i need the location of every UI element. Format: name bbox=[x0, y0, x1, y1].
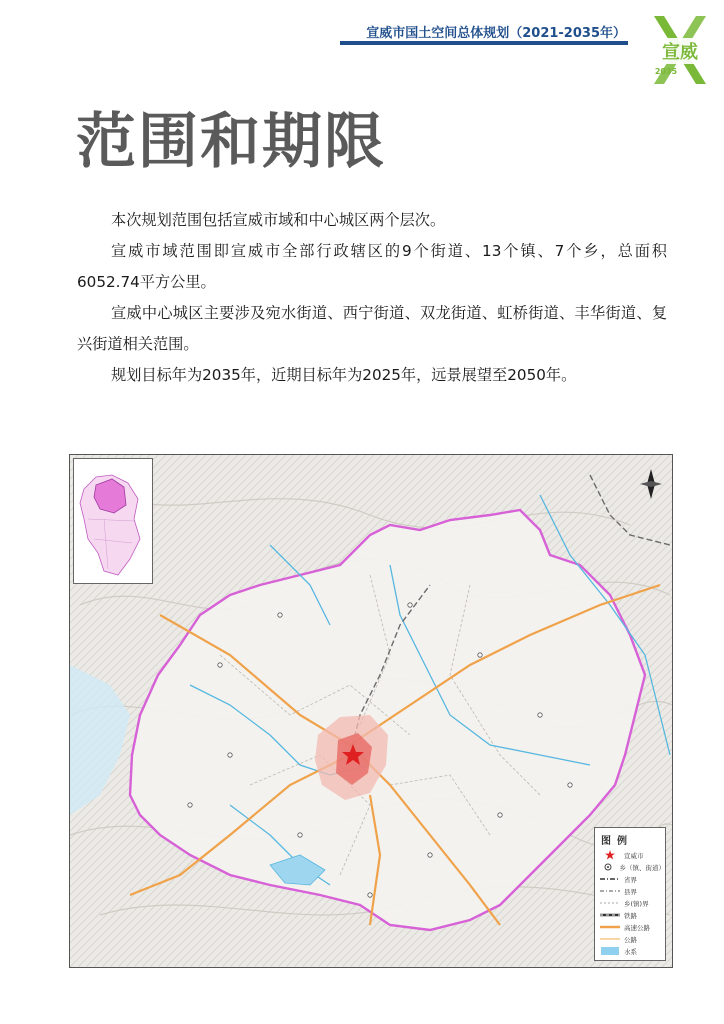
paragraph-scope: 本次规划范围包括宣威市域和中心城区两个层次。 bbox=[111, 211, 446, 229]
location-inset-map bbox=[73, 458, 153, 584]
logo-icon bbox=[646, 12, 714, 88]
legend-item: 县界 bbox=[595, 885, 665, 897]
province-boundary-icon bbox=[599, 874, 621, 884]
railway-icon bbox=[599, 910, 621, 920]
header-rule bbox=[340, 41, 628, 45]
legend-item: 铁路 bbox=[595, 909, 665, 921]
legend-item: 省界 bbox=[595, 873, 665, 885]
paragraph-central-district: 宣威中心城区主要涉及宛水街道、西宁街道、双龙街道、虹桥街道、丰华街道、复兴街道相关范围。 bbox=[77, 304, 667, 353]
legend-item: 高速公路 bbox=[595, 921, 665, 933]
header-title: 宣威市国土空间总体规划（2021-2035年） bbox=[366, 26, 626, 41]
highway-icon bbox=[599, 922, 621, 932]
legend-item: 公路 bbox=[595, 933, 665, 945]
planning-map bbox=[69, 454, 673, 968]
legend-item: 宣威市 bbox=[595, 849, 665, 861]
town-icon bbox=[599, 862, 617, 872]
star-icon bbox=[599, 850, 621, 860]
page-title: 范围和期限 bbox=[76, 107, 386, 177]
map-canvas bbox=[70, 455, 672, 967]
north-arrow-icon bbox=[638, 467, 664, 501]
paragraph-area: 宣威市域范围即宣威市全部行政辖区的9个街道、13个镇、7个乡，总面积6052.74平方公里。 bbox=[77, 242, 667, 291]
body-text bbox=[77, 205, 667, 391]
township-boundary-icon bbox=[599, 898, 621, 908]
legend-item: 乡(镇)界 bbox=[595, 897, 665, 909]
legend-item: 水系 bbox=[595, 945, 665, 957]
legend-title: 图例 bbox=[601, 836, 633, 847]
paragraph-target-years: 规划目标年为2035年，近期目标年为2025年，远景展望至2050年。 bbox=[111, 366, 577, 384]
logo-text: 宣威 bbox=[662, 42, 698, 63]
county-boundary-icon bbox=[599, 886, 621, 896]
logo-year: 2035 bbox=[654, 67, 678, 76]
road-icon bbox=[599, 934, 621, 944]
water-icon bbox=[599, 946, 621, 956]
map-legend bbox=[594, 827, 666, 961]
legend-item: 乡（镇、街道） bbox=[595, 861, 665, 873]
